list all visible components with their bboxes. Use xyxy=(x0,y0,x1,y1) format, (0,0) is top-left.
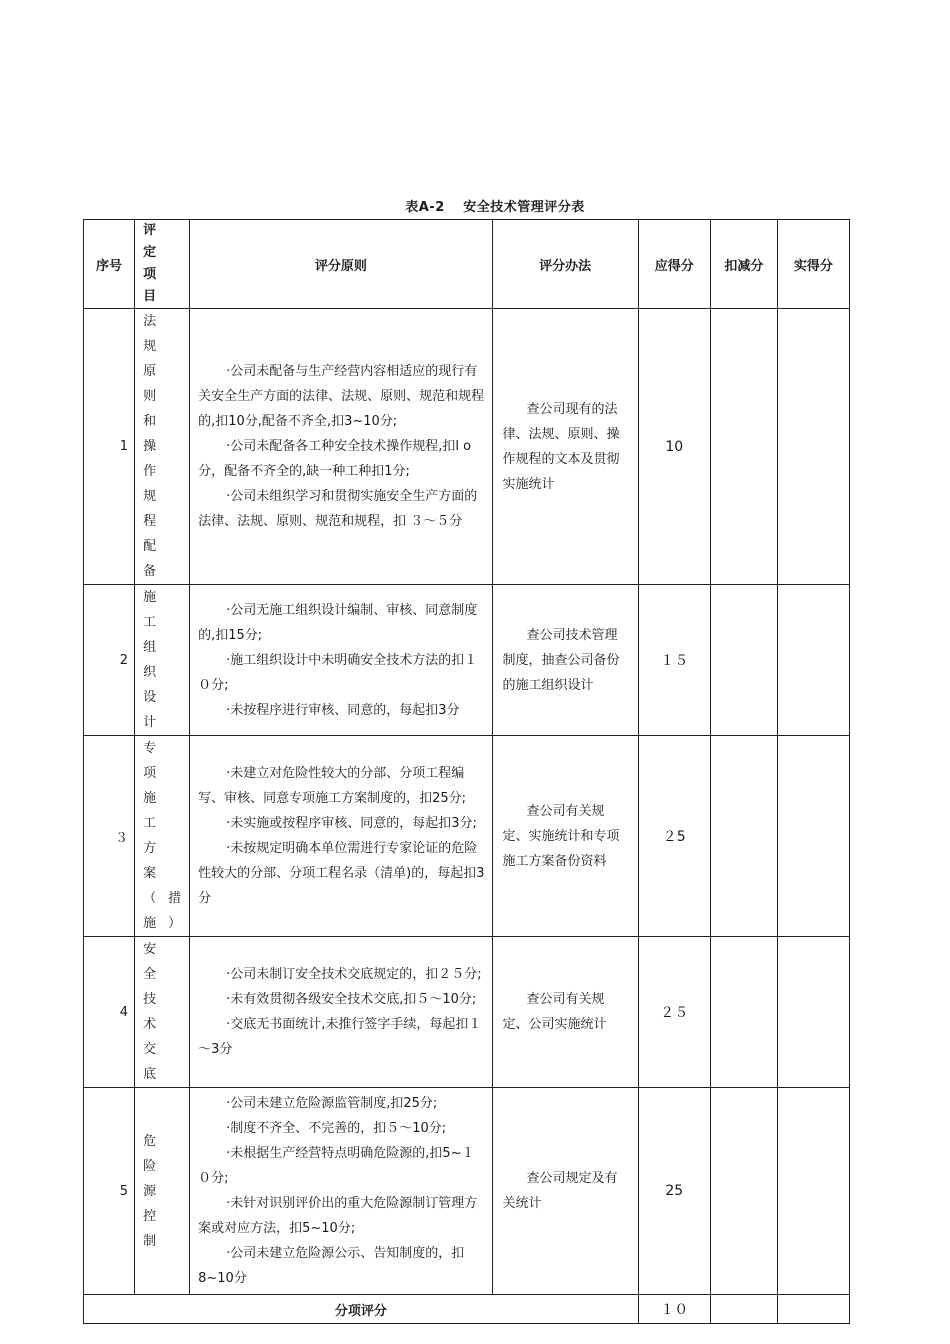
table-row xyxy=(84,309,850,585)
row-actual xyxy=(777,736,849,937)
row-deduct xyxy=(710,937,777,1088)
row-no: ３ xyxy=(84,736,135,937)
header-row xyxy=(84,220,850,309)
row-method xyxy=(492,937,638,1088)
method-text: 查公司规定及有关统计 xyxy=(502,1171,618,1211)
row-deduct xyxy=(710,585,777,736)
row-method xyxy=(492,1088,638,1295)
principle-text: ·公司未制订安全技术交底规定的，扣２５分; xyxy=(226,967,482,982)
principle-text: ·未针对识别评价出的重大危险源制订管理方案或对应方法，扣5~10分; xyxy=(198,1196,478,1236)
row-no: 1 xyxy=(84,309,135,585)
table-row xyxy=(84,736,850,937)
row-points: ２５ xyxy=(638,937,710,1088)
principle-text: ·公司未配备各工种安全技术操作规程,扣l o分，配备不齐全的,缺一种工种扣1分; xyxy=(198,439,472,479)
principle-text: ·公司未建立危险源监管制度,扣25分; xyxy=(226,1096,438,1111)
row-no: 2 xyxy=(84,585,135,736)
row-points: １５ xyxy=(638,585,710,736)
method-text: 查公司现有的法律、法规、原则、操作规程的文本及贯彻实施统计 xyxy=(502,401,620,492)
principle-text: ·未实施或按程序审核、同意的，每起扣3分; xyxy=(226,816,477,831)
header-item: 评 定 项 目 xyxy=(135,220,190,309)
row-actual xyxy=(777,1088,849,1295)
principle-text: ·未按程序进行审核、同意的，每起扣3分 xyxy=(226,702,460,718)
principle-text: ·公司无施工组织设计编制、审核、同意制度的,扣15分; xyxy=(198,602,478,643)
scoring-table xyxy=(83,219,850,1324)
row-method xyxy=(492,736,638,937)
method-text: 查公司有关规定、实施统计和专项施工方案备份资料 xyxy=(502,803,620,869)
row-actual xyxy=(777,585,849,736)
row-principles xyxy=(190,585,492,736)
header-method: 评分办法 xyxy=(492,220,638,309)
principle-text: ·未按规定明确本单位需进行专家论证的危险性较大的分部、分项工程名录（清单)的，每起扣3分 xyxy=(198,841,485,906)
principle-text: ·公司未建立危险源公示、告知制度的，扣8~10分 xyxy=(198,1246,465,1286)
row-item: 安全技术交底 xyxy=(135,937,190,1088)
header-score-due: 应得分 xyxy=(638,220,710,309)
table-title: 表A-2 安全技术管理评分表 xyxy=(405,200,585,215)
summary-actual xyxy=(777,1295,849,1324)
principle-text: ·公司未组织学习和贯彻实施安全生产方面的法律、法规、原则、规范和规程，扣 ３～５分 xyxy=(198,489,478,529)
row-no: 4 xyxy=(84,937,135,1088)
row-actual xyxy=(777,309,849,585)
table-row xyxy=(84,585,850,736)
row-item: 法规原则和操作规程配备 xyxy=(135,309,190,585)
row-deduct xyxy=(710,309,777,585)
row-points: ２5 xyxy=(638,736,710,937)
row-item: 专项施工方案（措施） xyxy=(135,736,190,937)
row-deduct xyxy=(710,1088,777,1295)
principle-text: ·公司未配备与生产经营内容相适应的现行有关安全生产方面的法律、法规、原则、规范和规程的,扣10分,配备不齐全,扣3~10分; xyxy=(198,364,485,429)
row-method xyxy=(492,585,638,736)
summary-points: １０ xyxy=(638,1295,710,1324)
row-principles xyxy=(190,309,492,585)
method-text: 查公司技术管理制度，抽查公司备份的施工组织设计 xyxy=(502,627,620,693)
header-principle: 评分原则 xyxy=(190,220,492,309)
principle-text: ·未有效贯彻各级安全技术交底,扣５～10分; xyxy=(226,992,477,1007)
method-text: 查公司有关规定、公司实施统计 xyxy=(502,992,607,1032)
summary-deduct xyxy=(710,1295,777,1324)
row-principles xyxy=(190,937,492,1088)
row-principles xyxy=(190,1088,492,1295)
table-row xyxy=(84,1088,850,1295)
header-no: 序号 xyxy=(84,220,135,309)
row-item: 危险源控制 xyxy=(135,1088,190,1295)
table-row xyxy=(84,937,850,1088)
summary-row xyxy=(84,1295,850,1324)
principle-text: ·未建立对危险性较大的分部、分项工程编写、审核、同意专项施工方案制度的，扣25分; xyxy=(198,766,467,806)
row-actual xyxy=(777,937,849,1088)
principle-text: ·施工组织设计中未明确安全技术方法的扣１０分; xyxy=(198,652,478,693)
summary-label: 分项评分 xyxy=(84,1295,639,1324)
row-points: 10 xyxy=(638,309,710,585)
header-deduct: 扣减分 xyxy=(710,220,777,309)
row-principles xyxy=(190,736,492,937)
principle-text: ·交底无书面统计,未推行签字手续，每起扣１～3分 xyxy=(198,1017,482,1057)
row-deduct xyxy=(710,736,777,937)
row-points: 25 xyxy=(638,1088,710,1295)
row-method xyxy=(492,309,638,585)
principle-text: ·未根据生产经营特点明确危险源的,扣5~１０分; xyxy=(198,1146,475,1186)
row-item: 施工组织设计 xyxy=(135,585,190,736)
header-score-actual: 实得分 xyxy=(777,220,849,309)
row-no: 5 xyxy=(84,1088,135,1295)
principle-text: ·制度不齐全、不完善的，扣５～10分; xyxy=(226,1121,447,1136)
